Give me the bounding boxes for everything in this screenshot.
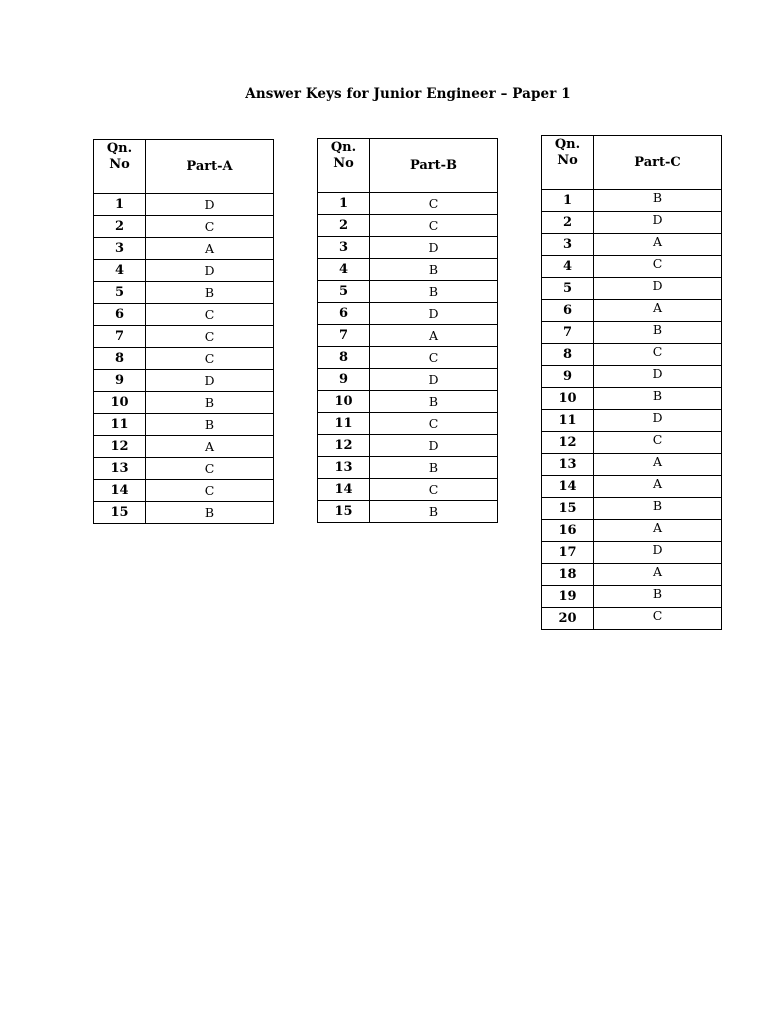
question-number-cell: 2 <box>318 215 370 237</box>
question-number-cell: 9 <box>542 366 594 388</box>
answer-cell: C <box>370 347 498 369</box>
table-row <box>318 325 498 347</box>
answer-cell: C <box>146 480 274 502</box>
answer-cell: D <box>594 212 722 234</box>
answer-cell: C <box>146 348 274 370</box>
table-header-row <box>94 140 274 194</box>
table-row <box>318 457 498 479</box>
question-number-cell: 6 <box>318 303 370 325</box>
question-number-cell: 19 <box>542 586 594 608</box>
question-number-cell: 4 <box>94 260 146 282</box>
header-part-label: Part-C <box>594 136 722 190</box>
question-number-cell: 9 <box>94 370 146 392</box>
answer-cell: D <box>146 370 274 392</box>
header-question-number: Qn. No <box>542 136 594 190</box>
table-row <box>94 370 274 392</box>
question-number-cell: 13 <box>318 457 370 479</box>
question-number-cell: 8 <box>318 347 370 369</box>
header-question-number: Qn. No <box>94 140 146 194</box>
table-row <box>94 304 274 326</box>
table-row <box>542 542 722 564</box>
answer-table-part-a <box>93 139 274 524</box>
answer-cell: B <box>370 259 498 281</box>
table-row <box>542 256 722 278</box>
table-row <box>542 454 722 476</box>
header-part-label: Part-B <box>370 139 498 193</box>
answer-cell: C <box>370 479 498 501</box>
question-number-cell: 12 <box>318 435 370 457</box>
answer-cell: A <box>594 564 722 586</box>
question-number-cell: 11 <box>94 414 146 436</box>
answer-cell: C <box>370 215 498 237</box>
answer-cell: B <box>146 414 274 436</box>
question-number-cell: 10 <box>94 392 146 414</box>
question-number-cell: 6 <box>94 304 146 326</box>
answer-cell: A <box>594 520 722 542</box>
table-row <box>318 303 498 325</box>
answer-cell: B <box>594 498 722 520</box>
question-number-cell: 7 <box>318 325 370 347</box>
answer-cell: C <box>594 344 722 366</box>
answer-cell: A <box>146 436 274 458</box>
answer-cell: C <box>594 608 722 630</box>
page-title: Answer Keys for Junior Engineer – Paper 1 <box>245 86 571 102</box>
table-row <box>542 366 722 388</box>
question-number-cell: 9 <box>318 369 370 391</box>
table-row <box>94 216 274 238</box>
question-number-cell: 15 <box>542 498 594 520</box>
table-row <box>542 278 722 300</box>
table-row <box>542 432 722 454</box>
question-number-cell: 11 <box>318 413 370 435</box>
answer-cell: B <box>370 457 498 479</box>
table-row <box>542 586 722 608</box>
answer-cell: A <box>594 476 722 498</box>
question-number-cell: 10 <box>318 391 370 413</box>
table-row <box>318 435 498 457</box>
table-row <box>94 480 274 502</box>
answer-cell: C <box>594 256 722 278</box>
question-number-cell: 13 <box>94 458 146 480</box>
answer-cell: C <box>370 193 498 215</box>
table-header-row <box>318 139 498 193</box>
table-body <box>318 193 498 523</box>
question-number-cell: 2 <box>94 216 146 238</box>
question-number-cell: 11 <box>542 410 594 432</box>
question-number-cell: 18 <box>542 564 594 586</box>
answer-cell: B <box>594 388 722 410</box>
answer-cell: C <box>146 216 274 238</box>
table-row <box>318 413 498 435</box>
answer-cell: A <box>594 300 722 322</box>
answer-cell: D <box>594 542 722 564</box>
answer-cell: B <box>146 502 274 524</box>
answer-cell: B <box>370 391 498 413</box>
table-row <box>542 300 722 322</box>
answer-cell: C <box>370 413 498 435</box>
answer-cell: C <box>594 432 722 454</box>
question-number-cell: 12 <box>542 432 594 454</box>
table-row <box>94 502 274 524</box>
table-row <box>94 260 274 282</box>
table-row <box>318 281 498 303</box>
question-number-cell: 3 <box>318 237 370 259</box>
question-number-cell: 1 <box>94 194 146 216</box>
table-row <box>318 391 498 413</box>
question-number-cell: 14 <box>318 479 370 501</box>
question-number-cell: 7 <box>542 322 594 344</box>
table-row <box>318 215 498 237</box>
question-number-cell: 7 <box>94 326 146 348</box>
answer-cell: C <box>146 326 274 348</box>
answer-cell: A <box>594 454 722 476</box>
question-number-cell: 15 <box>94 502 146 524</box>
question-number-cell: 5 <box>318 281 370 303</box>
table-row <box>318 347 498 369</box>
answer-cell: B <box>370 281 498 303</box>
answer-cell: B <box>594 322 722 344</box>
question-number-cell: 1 <box>542 190 594 212</box>
answer-cell: D <box>370 435 498 457</box>
answer-table-part-c <box>541 135 722 630</box>
question-number-cell: 4 <box>318 259 370 281</box>
question-number-cell: 10 <box>542 388 594 410</box>
question-number-cell: 15 <box>318 501 370 523</box>
table-row <box>542 190 722 212</box>
answer-cell: D <box>370 237 498 259</box>
table-header-row <box>542 136 722 190</box>
answer-cell: D <box>594 410 722 432</box>
table-row <box>318 237 498 259</box>
answer-cell: B <box>146 282 274 304</box>
table-row <box>94 392 274 414</box>
question-number-cell: 4 <box>542 256 594 278</box>
table-row <box>542 564 722 586</box>
question-number-cell: 1 <box>318 193 370 215</box>
question-number-cell: 5 <box>94 282 146 304</box>
question-number-cell: 5 <box>542 278 594 300</box>
table-row <box>542 520 722 542</box>
table-row <box>542 410 722 432</box>
question-number-cell: 8 <box>542 344 594 366</box>
answer-cell: D <box>370 369 498 391</box>
answer-cell: C <box>146 304 274 326</box>
answer-cell: A <box>370 325 498 347</box>
answer-cell: B <box>370 501 498 523</box>
question-number-cell: 3 <box>94 238 146 260</box>
question-number-cell: 13 <box>542 454 594 476</box>
answer-cell: D <box>370 303 498 325</box>
answer-cell: B <box>146 392 274 414</box>
table-row <box>94 194 274 216</box>
table-row <box>542 476 722 498</box>
answer-cell: D <box>146 260 274 282</box>
question-number-cell: 8 <box>94 348 146 370</box>
answer-cell: B <box>594 190 722 212</box>
question-number-cell: 2 <box>542 212 594 234</box>
question-number-cell: 16 <box>542 520 594 542</box>
question-number-cell: 3 <box>542 234 594 256</box>
question-number-cell: 14 <box>94 480 146 502</box>
answer-cell: C <box>146 458 274 480</box>
table-row <box>94 414 274 436</box>
header-part-label: Part-A <box>146 140 274 194</box>
question-number-cell: 17 <box>542 542 594 564</box>
question-number-cell: 20 <box>542 608 594 630</box>
table-row <box>318 479 498 501</box>
table-body <box>542 190 722 630</box>
table-row <box>542 234 722 256</box>
answer-cell: D <box>146 194 274 216</box>
table-row <box>318 369 498 391</box>
header-question-number: Qn. No <box>318 139 370 193</box>
table-row <box>94 282 274 304</box>
table-body <box>94 194 274 524</box>
table-row <box>542 322 722 344</box>
table-row <box>318 501 498 523</box>
table-row <box>94 348 274 370</box>
answer-cell: D <box>594 366 722 388</box>
table-row <box>542 344 722 366</box>
question-number-cell: 12 <box>94 436 146 458</box>
answer-table-part-b <box>317 138 498 523</box>
answer-cell: D <box>594 278 722 300</box>
answer-cell: A <box>594 234 722 256</box>
answer-cell: B <box>594 586 722 608</box>
table-row <box>542 608 722 630</box>
table-row <box>94 458 274 480</box>
table-row <box>94 326 274 348</box>
table-row <box>94 436 274 458</box>
table-row <box>318 259 498 281</box>
table-row <box>318 193 498 215</box>
table-row <box>542 498 722 520</box>
table-row <box>542 212 722 234</box>
table-row <box>94 238 274 260</box>
table-row <box>542 388 722 410</box>
question-number-cell: 6 <box>542 300 594 322</box>
answer-cell: A <box>146 238 274 260</box>
question-number-cell: 14 <box>542 476 594 498</box>
